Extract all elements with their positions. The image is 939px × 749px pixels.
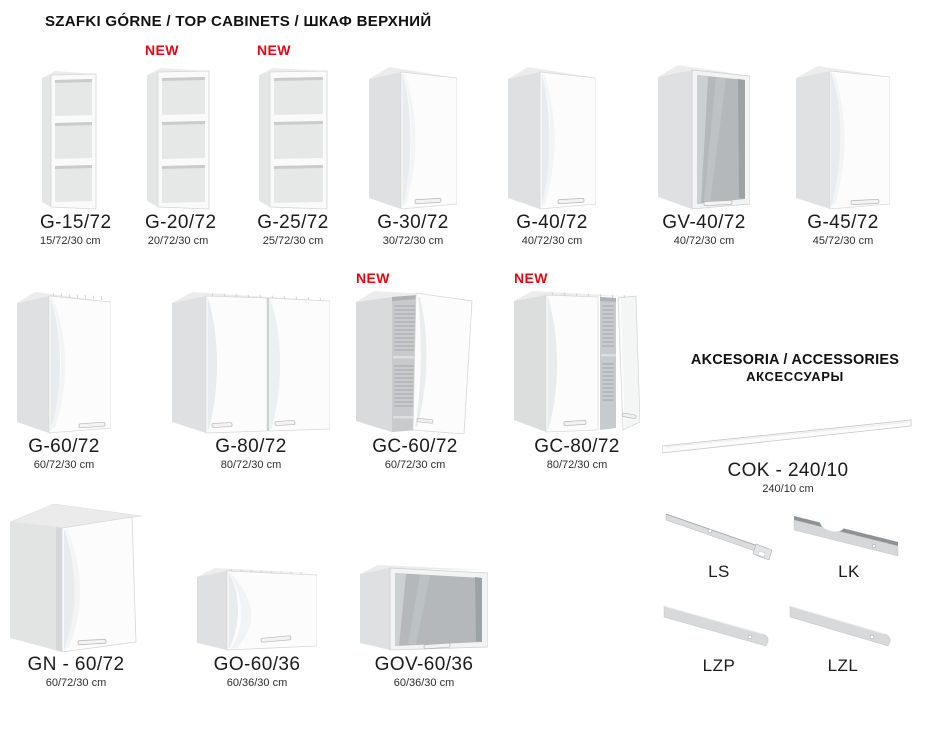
new-badge-placeholder bbox=[17, 270, 111, 288]
product-card-g-20-72 bbox=[145, 42, 217, 247]
product-name: COK - 240/10 bbox=[727, 460, 849, 481]
g-30-72-illustration bbox=[369, 60, 457, 210]
gov-60-36-illustration bbox=[360, 500, 488, 652]
product-card-g-15-72 bbox=[40, 42, 112, 247]
product-name: G-40/72 bbox=[516, 212, 588, 233]
product-name: G-15/72 bbox=[40, 212, 112, 233]
product-name: LS bbox=[708, 562, 730, 581]
accessories-heading-line1: AKCESORIA / ACCESSORIES bbox=[690, 352, 900, 368]
g-20-72-illustration bbox=[145, 60, 211, 210]
product-card-cok-240-10 bbox=[662, 410, 914, 495]
horizontal-glass-cabinet-icon bbox=[360, 560, 488, 652]
g-60-72-illustration bbox=[17, 288, 111, 434]
product-card-g-30-72 bbox=[369, 42, 457, 247]
new-badge-placeholder bbox=[658, 42, 750, 60]
product-dims: 30/72/30 cm bbox=[382, 235, 444, 247]
double-door-cabinet-icon bbox=[172, 288, 330, 434]
open-door-drainer-cabinet-icon bbox=[356, 288, 474, 434]
product-dims: 60/72/30 cm bbox=[45, 677, 107, 689]
product-name: G-60/72 bbox=[28, 436, 100, 457]
product-card-g-60-72 bbox=[17, 270, 111, 471]
gc-80-72-illustration bbox=[514, 288, 640, 434]
new-badge-placeholder bbox=[172, 270, 330, 288]
product-card-g-40-72 bbox=[508, 42, 596, 247]
product-card-gn-60-72 bbox=[8, 500, 144, 689]
g-45-72-illustration bbox=[796, 60, 890, 210]
product-card-ls bbox=[660, 510, 778, 582]
gc-60-72-illustration bbox=[356, 288, 474, 434]
accessories-heading bbox=[650, 352, 939, 384]
product-name: GO-60/36 bbox=[213, 654, 301, 675]
go-60-36-illustration bbox=[197, 500, 317, 652]
product-name: LK bbox=[838, 562, 860, 581]
product-name: G-25/72 bbox=[257, 212, 329, 233]
g-40-72-illustration bbox=[508, 60, 596, 210]
single-door-cabinet-icon bbox=[17, 288, 111, 434]
product-dims: 20/72/30 cm bbox=[147, 235, 209, 247]
product-dims: 60/36/30 cm bbox=[393, 677, 455, 689]
worktop-strip-icon bbox=[660, 600, 778, 654]
product-dims: 240/10 cm bbox=[762, 483, 814, 495]
product-name: G-20/72 bbox=[145, 212, 217, 233]
product-card-gv-40-72 bbox=[658, 42, 750, 247]
product-dims: 40/72/30 cm bbox=[673, 235, 735, 247]
product-card-lzl bbox=[786, 600, 900, 676]
open-shelf-cabinet-icon bbox=[40, 68, 98, 210]
product-name: G-45/72 bbox=[807, 212, 879, 233]
product-dims: 60/72/30 cm bbox=[384, 459, 446, 471]
page-title: SZAFKI GÓRNE / TOP CABINETS / ШКАФ ВЕРХНИЙ bbox=[45, 13, 432, 30]
product-dims: 45/72/30 cm bbox=[812, 235, 874, 247]
new-badge: NEW bbox=[514, 270, 548, 286]
product-card-gov-60-36 bbox=[360, 500, 488, 689]
product-card-lzp bbox=[660, 600, 778, 676]
product-name: LZP bbox=[702, 656, 736, 675]
ls-illustration bbox=[660, 510, 778, 560]
g-80-72-illustration bbox=[172, 288, 330, 434]
corner-cabinet-icon bbox=[8, 502, 144, 652]
plinth-strip-icon bbox=[662, 410, 914, 458]
open-shelf-cabinet-icon bbox=[145, 65, 211, 210]
product-card-g-45-72 bbox=[796, 42, 890, 247]
product-dims: 60/72/30 cm bbox=[33, 459, 95, 471]
product-card-lk bbox=[790, 510, 908, 582]
product-dims: 80/72/30 cm bbox=[220, 459, 282, 471]
product-dims: 25/72/30 cm bbox=[262, 235, 324, 247]
glass-door-cabinet-icon bbox=[658, 60, 750, 210]
new-badge: NEW bbox=[257, 42, 291, 58]
worktop-strip-icon bbox=[790, 510, 908, 560]
product-dims: 15/72/30 cm bbox=[40, 235, 101, 247]
gn-60-72-illustration bbox=[8, 500, 144, 652]
lk-illustration bbox=[790, 510, 908, 560]
product-name: GV-40/72 bbox=[662, 212, 746, 233]
cok-240-10-illustration bbox=[662, 410, 914, 458]
new-badge: NEW bbox=[356, 270, 390, 286]
product-card-gc-80-72 bbox=[514, 270, 640, 471]
worktop-strip-icon bbox=[660, 510, 778, 560]
worktop-strip-icon bbox=[786, 600, 900, 654]
accessories-heading-line2: АКСЕССУАРЫ bbox=[746, 369, 844, 384]
single-door-cabinet-icon bbox=[369, 63, 457, 210]
product-card-go-60-36 bbox=[197, 500, 317, 689]
product-name: LZL bbox=[827, 656, 859, 675]
lzp-illustration bbox=[660, 600, 778, 654]
product-name: GOV-60/36 bbox=[374, 654, 474, 675]
open-shelf-cabinet-icon bbox=[257, 65, 329, 210]
new-badge-placeholder bbox=[369, 42, 457, 60]
product-name: G-80/72 bbox=[215, 436, 287, 457]
new-badge-placeholder bbox=[796, 42, 890, 60]
new-badge-placeholder bbox=[508, 42, 596, 60]
new-badge-placeholder bbox=[40, 42, 98, 60]
product-name: GC-80/72 bbox=[534, 436, 620, 457]
g-15-72-illustration bbox=[40, 60, 98, 210]
product-dims: 40/72/30 cm bbox=[521, 235, 583, 247]
g-25-72-illustration bbox=[257, 60, 329, 210]
lzl-illustration bbox=[786, 600, 900, 654]
product-card-g-25-72 bbox=[257, 42, 329, 247]
product-dims: 80/72/30 cm bbox=[546, 459, 608, 471]
single-door-cabinet-icon bbox=[796, 62, 890, 210]
horizontal-flip-cabinet-icon bbox=[197, 564, 317, 652]
product-name: GN - 60/72 bbox=[27, 654, 125, 675]
product-card-gc-60-72 bbox=[356, 270, 474, 471]
gv-40-72-illustration bbox=[658, 60, 750, 210]
new-badge: NEW bbox=[145, 42, 179, 58]
single-door-cabinet-icon bbox=[508, 63, 596, 210]
product-dims: 60/36/30 cm bbox=[226, 677, 288, 689]
product-name: G-30/72 bbox=[377, 212, 449, 233]
product-name: GC-60/72 bbox=[372, 436, 458, 457]
open-door-drainer-cabinet-icon bbox=[514, 288, 640, 434]
product-card-g-80-72 bbox=[172, 270, 330, 471]
